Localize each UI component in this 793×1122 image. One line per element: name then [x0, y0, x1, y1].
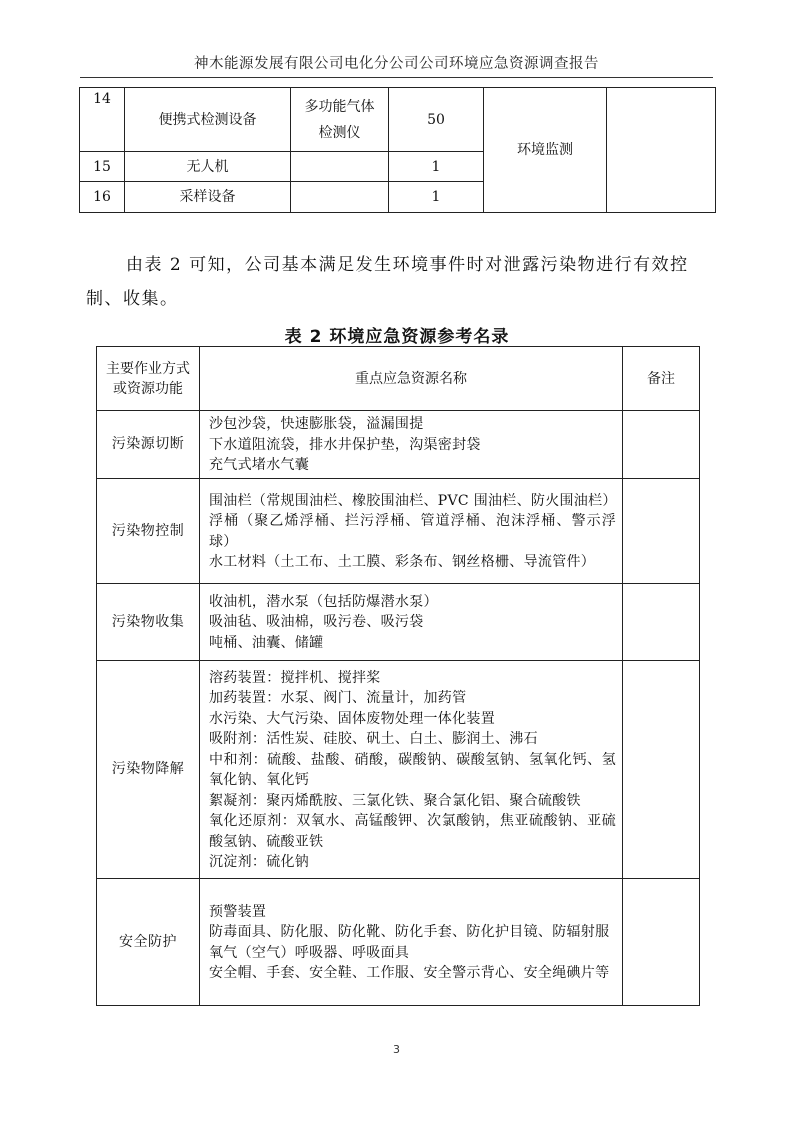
resource-items [200, 661, 623, 879]
header-divider [80, 77, 713, 78]
resource-category: 污染源切断 [97, 411, 200, 479]
header-resources: 重点应急资源名称 [200, 347, 623, 411]
resource-item: 氧气（空气）呼吸器、呼吸面具 [209, 944, 410, 961]
table-body [97, 411, 700, 1006]
table-row [97, 661, 700, 879]
equipment-purpose: 环境监测 [484, 88, 607, 213]
table-row [80, 88, 716, 152]
header-category: 主要作业方式或资源功能 [97, 347, 200, 411]
resource-item: 收油机，潜水泵（包括防爆潜水泵） [209, 593, 438, 610]
resource-item: 吸附剂：活性炭、硅胶、矾土、白土、膨润土、沸石 [209, 731, 538, 747]
row-number: 14 [80, 88, 125, 152]
resource-item: 水污染、大气污染、固体废物处理一体化装置 [209, 710, 495, 727]
equipment-name: 采样设备 [125, 182, 291, 213]
row-number: 16 [80, 182, 125, 213]
resource-item: 吨桶、油囊、储罐 [209, 634, 324, 651]
resource-item: 絮凝剂：聚丙烯酰胺、三氯化铁、聚合氯化铝、聚合硫酸铁 [209, 792, 581, 809]
emergency-resources-table [96, 346, 700, 1006]
resource-item: 吸油毡、吸油棉，吸污卷、吸污袋 [209, 614, 424, 631]
resource-item: 沉淀剂：硫化钠 [209, 854, 310, 870]
page-header: 神木能源发展有限公司电化分公司公司环境应急资源调查报告 [194, 56, 599, 72]
equipment-spec [291, 152, 389, 182]
resource-item: 水工材料（土工布、土工膜、彩条布、钢丝格栅、导流管件） [209, 554, 596, 570]
resource-item: 氧化还原剂：双氧水、高锰酸钾、次氯酸钠，焦亚硫酸钠、亚硫酸氢钠、硫酸亚铁 [209, 813, 616, 850]
equipment-spec: 多功能气体检测仪 [291, 88, 389, 152]
resource-remark [623, 584, 700, 661]
equipment-quantity: 1 [389, 152, 484, 182]
table-row [97, 411, 700, 479]
equipment-name: 无人机 [125, 152, 291, 182]
resource-remark [623, 661, 700, 879]
resource-item: 浮桶（聚乙烯浮桶、拦污浮桶、管道浮桶、泡沫浮桶、警示浮球） [209, 513, 616, 550]
resource-items [200, 411, 623, 479]
resource-item: 安全帽、手套、安全鞋、工作服、安全警示背心、安全绳碘片等 [209, 965, 610, 981]
table-row [97, 479, 700, 584]
resource-remark [623, 879, 700, 1006]
resource-category: 安全防护 [97, 879, 200, 1006]
resource-item: 加药装置：水泵、阀门、流量计，加药管 [209, 690, 467, 706]
equipment-remark [607, 88, 716, 213]
resource-item: 充气式堵水气囊 [209, 457, 310, 474]
resource-item: 沙包沙袋，快速膨胀袋，溢漏围提 [209, 416, 424, 433]
equipment-quantity: 50 [389, 88, 484, 152]
equipment-spec [291, 182, 389, 213]
resource-item: 防毒面具、防化服、防化靴、防化手套、防化护目镜、防辐射服 [209, 924, 610, 940]
table-row [97, 879, 700, 1006]
resource-remark [623, 479, 700, 584]
body-paragraph: 由表 2 可知，公司基本满足发生环境事件时对泄露污染物进行有效控制、收集。 [86, 255, 689, 309]
resource-item: 预警装置 [209, 903, 267, 920]
table-caption: 表 2 环境应急资源参考名录 [284, 327, 510, 347]
resource-items [200, 879, 623, 1006]
table-row [97, 584, 700, 661]
equipment-name: 便携式检测设备 [125, 88, 291, 152]
resource-item: 下水道阻流袋，排水井保护垫，沟渠密封袋 [209, 436, 481, 453]
resource-category: 污染物降解 [97, 661, 200, 879]
resource-item: 围油栏（常规围油栏、橡胶围油栏、PVC 围油栏、防火围油栏） [209, 492, 617, 509]
resource-category: 污染物控制 [97, 479, 200, 584]
equipment-quantity: 1 [389, 182, 484, 213]
equipment-table-continued [79, 87, 716, 213]
resource-category: 污染物收集 [97, 584, 200, 661]
resource-remark [623, 411, 700, 479]
resource-items [200, 584, 623, 661]
resource-items [200, 479, 623, 584]
page-number: 3 [393, 1043, 400, 1056]
row-number: 15 [80, 152, 125, 182]
header-remark: 备注 [623, 347, 700, 411]
resource-item: 中和剂：硫酸、盐酸、硝酸，碳酸钠、碳酸氢钠、氢氧化钙、氢氧化钠、氧化钙 [209, 751, 616, 788]
table-header-row [97, 347, 700, 411]
resource-item: 溶药装置：搅拌机、搅拌桨 [209, 669, 381, 686]
